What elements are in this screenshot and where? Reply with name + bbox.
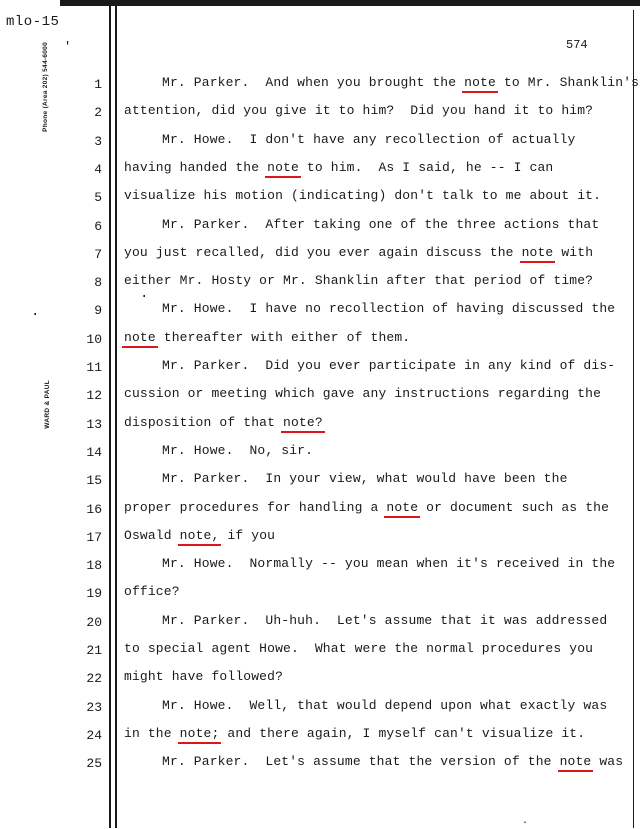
line-text <box>124 273 593 288</box>
reporter-phone: Phone (Area 202) 544-6000 <box>42 42 49 132</box>
text-segment: if you <box>219 527 276 543</box>
line-text <box>124 103 593 118</box>
line-number: 15 <box>86 473 102 489</box>
top-border <box>60 0 640 6</box>
line-number: 24 <box>86 727 102 743</box>
highlighted-word: note <box>521 244 554 260</box>
text-segment: Mr. Howe. Well, that would depend upon what exactly was <box>162 697 608 713</box>
transcript-line <box>0 726 640 746</box>
transcript-line <box>0 443 640 463</box>
line-text <box>162 613 607 628</box>
text-segment: you just recalled, did you ever again discuss the <box>124 244 522 260</box>
line-number: 16 <box>86 501 102 517</box>
line-text <box>162 471 568 486</box>
transcript-line <box>0 188 640 208</box>
highlighted-word: note <box>559 754 592 770</box>
text-segment: to him. As I said, he -- I can <box>298 159 554 175</box>
line-number: 25 <box>86 756 102 772</box>
line-number: 4 <box>94 161 102 177</box>
line-text <box>162 75 639 90</box>
line-text <box>124 669 283 684</box>
line-text <box>162 132 575 147</box>
text-segment: Mr. Parker. Uh-huh. Let's assume that it was addressed <box>162 612 608 628</box>
line-text <box>124 528 275 543</box>
transcript-line <box>0 358 640 378</box>
transcript-line <box>0 245 640 265</box>
line-number: 19 <box>86 586 102 602</box>
line-number: 6 <box>94 218 102 234</box>
transcript-line <box>0 75 640 95</box>
transcript-line <box>0 330 640 350</box>
page-number: 574 <box>566 38 588 52</box>
text-segment: might have followed? <box>124 669 284 685</box>
highlighted-word: note <box>124 329 156 345</box>
transcript-line <box>0 160 640 180</box>
text-segment: Mr. Howe. I don't have any recollection of actually <box>162 131 576 147</box>
transcript-line <box>0 273 640 293</box>
margin-dot: · <box>31 307 40 323</box>
transcript-line <box>0 301 640 321</box>
line-number: 2 <box>94 105 102 121</box>
text-segment: Mr. Howe. No, sir. <box>162 442 314 458</box>
stray-dot: · <box>140 289 149 305</box>
transcript-line <box>0 698 640 718</box>
transcript-line <box>0 500 640 520</box>
corner-mark: ' <box>64 40 72 54</box>
highlighted-word: note <box>267 159 299 175</box>
line-number: 13 <box>86 416 102 432</box>
transcript-line <box>0 556 640 576</box>
line-number: 1 <box>94 77 102 92</box>
line-number: 7 <box>94 246 102 262</box>
text-segment: Mr. Howe. I have no recollection of having discussed the <box>162 301 616 317</box>
line-text <box>124 415 323 430</box>
line-number: 21 <box>86 643 102 658</box>
text-segment: Mr. Parker. In your view, what would have been the <box>162 471 568 487</box>
text-segment: or document such as the <box>418 499 610 515</box>
text-segment: in the <box>124 725 180 741</box>
transcript-line <box>0 132 640 152</box>
line-number: 12 <box>86 388 102 404</box>
highlighted-word: note, <box>179 527 220 543</box>
transcript-line <box>0 386 640 406</box>
line-text <box>162 754 623 769</box>
text-segment: was <box>591 754 624 770</box>
line-number: 9 <box>94 303 102 319</box>
line-text <box>124 188 601 203</box>
highlighted-word: note <box>464 75 496 90</box>
line-text <box>124 330 410 345</box>
highlighted-word: note; <box>179 725 220 741</box>
line-text <box>162 556 615 571</box>
text-segment: thereafter with either of them. <box>155 329 411 345</box>
transcript-line <box>0 528 640 548</box>
text-segment: Oswald <box>124 527 180 543</box>
transcript-line <box>0 584 640 604</box>
line-number: 14 <box>86 444 102 460</box>
line-number: 8 <box>94 275 102 291</box>
text-segment: Mr. Parker. Did you ever participate in any kind of dis- <box>162 358 616 373</box>
bottom-mark: · <box>522 818 529 829</box>
text-segment: Mr. Parker. And when you brought the <box>162 75 465 90</box>
transcript-line <box>0 217 640 237</box>
highlighted-word: note? <box>283 414 323 430</box>
text-segment: to Mr. Shanklin's <box>495 75 640 90</box>
text-segment: Mr. Howe. Normally -- you mean when it's received in the <box>162 556 616 572</box>
transcript-line <box>0 641 640 661</box>
text-segment: proper procedures for handling a <box>124 499 387 515</box>
line-text <box>162 443 313 458</box>
line-number: 3 <box>94 133 102 149</box>
line-number: 20 <box>86 614 102 630</box>
line-number: 10 <box>86 331 102 347</box>
text-segment: Mr. Parker. After taking one of the three actions that <box>162 216 600 232</box>
document-id: mlo-15 <box>6 14 60 30</box>
line-text <box>124 160 553 175</box>
line-text <box>124 584 180 599</box>
line-number: 18 <box>86 558 102 574</box>
reporter-firm: WARD & PAUL <box>44 380 51 429</box>
text-segment: with <box>553 244 594 260</box>
text-segment: Mr. Parker. Let's assume that the version of the <box>162 754 560 770</box>
line-text <box>124 500 609 515</box>
line-text <box>162 698 607 713</box>
text-segment: disposition of that <box>124 414 284 430</box>
line-text <box>162 217 599 232</box>
transcript-line <box>0 754 640 774</box>
transcript-line <box>0 103 640 123</box>
text-segment: cussion or meeting which gave any instructions regarding the <box>124 386 602 402</box>
line-number: 17 <box>86 529 102 545</box>
transcript-line <box>0 669 640 689</box>
line-text <box>124 386 601 401</box>
line-number: 22 <box>86 671 102 687</box>
text-segment: having handed the <box>124 159 268 175</box>
line-text <box>124 641 593 656</box>
text-segment: to special agent Howe. What were the normal procedures you <box>124 641 594 656</box>
text-segment: office? <box>124 584 180 600</box>
line-number: 23 <box>86 699 102 715</box>
text-segment: attention, did you give it to him? Did you hand it to him? <box>124 103 594 119</box>
line-text <box>124 726 585 741</box>
line-text <box>124 245 593 260</box>
transcript-line <box>0 613 640 633</box>
line-text <box>162 301 615 316</box>
line-text <box>162 358 615 373</box>
line-number: 11 <box>86 360 102 375</box>
line-number: 5 <box>94 190 102 206</box>
transcript-line <box>0 415 640 435</box>
highlighted-word: note <box>386 499 419 515</box>
text-segment: visualize his motion (indicating) don't talk to me about it. <box>124 188 602 204</box>
text-segment: either Mr. Hosty or Mr. Shanklin after that period of time? <box>124 273 594 289</box>
transcript-line <box>0 471 640 491</box>
text-segment: and there again, I myself can't visualize it. <box>219 725 586 741</box>
